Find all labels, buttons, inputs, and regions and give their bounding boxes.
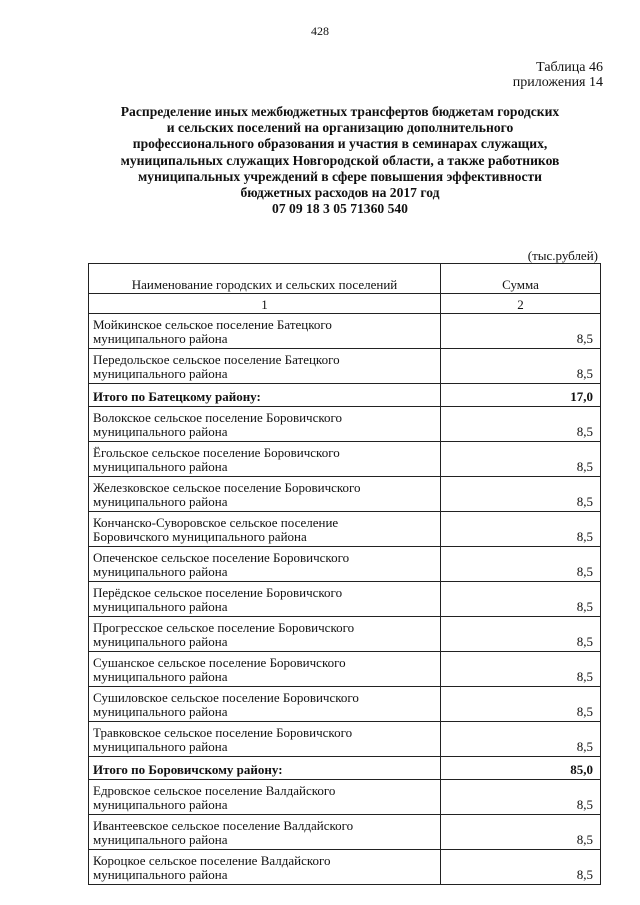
- table-reference: [513, 60, 603, 90]
- row-sum: 8,5: [441, 477, 601, 512]
- district-total-label: Итого по Боровичскому району:: [89, 757, 441, 780]
- table-header-row: [89, 264, 601, 294]
- row-sum: 17,0: [441, 384, 601, 407]
- row-sum: 8,5: [441, 349, 601, 384]
- column-number-row: [89, 294, 601, 314]
- settlement-name-line1: Ивантеевское сельское поселение Валдайского: [93, 818, 354, 833]
- settlement-name-line1: Передольское сельское поселение Батецкого: [93, 352, 340, 367]
- settlement-name-line1: Мойкинское сельское поселение Батецкого: [93, 317, 332, 332]
- row-sum: 8,5: [441, 850, 601, 885]
- settlement-name-line2: Боровичского муниципального района: [93, 529, 307, 544]
- document-title: [80, 104, 600, 217]
- title-line: профессионального образования и участия в семинарах служащих,: [132, 136, 548, 152]
- settlement-name-line2: муниципального района: [93, 739, 228, 754]
- settlement-row: [89, 512, 601, 547]
- row-sum: 8,5: [441, 582, 601, 617]
- row-sum: 8,5: [441, 815, 601, 850]
- settlement-name-line2: муниципального района: [93, 704, 228, 719]
- table-ref-line2: приложения 14: [512, 75, 603, 90]
- settlement-name-line1: Прогресское сельское поселение Боровичского: [93, 620, 355, 635]
- units-label: (тыс.рублей): [527, 248, 598, 263]
- title-line: Распределение иных межбюджетных трансфертов бюджетам городских: [120, 104, 560, 119]
- settlement-name-line2: муниципального района: [93, 564, 228, 579]
- settlement-name: [89, 815, 441, 850]
- settlement-name: [89, 349, 441, 384]
- settlement-name: [89, 407, 441, 442]
- settlement-name-line2: муниципального района: [93, 331, 228, 346]
- table-ref-line1: Таблица 46: [536, 60, 603, 75]
- column-number: 1: [89, 294, 441, 314]
- settlement-row: [89, 850, 601, 885]
- settlement-name: [89, 477, 441, 512]
- settlement-name: [89, 687, 441, 722]
- settlement-row: [89, 407, 601, 442]
- row-sum: 8,5: [441, 407, 601, 442]
- settlement-name-line1: Короцкое сельское поселение Валдайского: [93, 853, 331, 868]
- settlement-name-line2: муниципального района: [93, 494, 228, 509]
- settlement-name: [89, 582, 441, 617]
- settlement-name: [89, 512, 441, 547]
- row-sum: 8,5: [441, 617, 601, 652]
- settlement-name-line1: Сушанское сельское поселение Боровичского: [93, 655, 346, 670]
- settlement-name-line2: муниципального района: [93, 366, 228, 381]
- settlement-row: [89, 547, 601, 582]
- row-sum: 8,5: [441, 652, 601, 687]
- title-line: бюджетных расходов на 2017 год: [240, 185, 440, 201]
- settlement-row: [89, 722, 601, 757]
- row-sum: 8,5: [441, 780, 601, 815]
- settlement-row: [89, 617, 601, 652]
- row-sum: 8,5: [441, 442, 601, 477]
- header-sum: Сумма: [441, 264, 601, 294]
- settlement-name-line1: Сушиловское сельское поселение Боровичского: [93, 690, 359, 705]
- settlement-name-line1: Перёдское сельское поселение Боровичского: [93, 585, 343, 600]
- settlement-name: [89, 850, 441, 885]
- district-total-row: [89, 757, 601, 780]
- settlement-name: [89, 617, 441, 652]
- settlement-row: [89, 442, 601, 477]
- settlement-name-line1: Едровское сельское поселение Валдайского: [93, 783, 336, 798]
- row-sum: 8,5: [441, 547, 601, 582]
- settlement-row: [89, 582, 601, 617]
- settlement-name-line1: Опеченское сельское поселение Боровичского: [93, 550, 350, 565]
- transfers-table: [88, 263, 601, 885]
- settlement-name-line1: Железковское сельское поселение Боровичского: [93, 480, 361, 495]
- settlement-name: [89, 442, 441, 477]
- title-line: муниципальных учреждений в сфере повышения эффективности: [137, 168, 542, 184]
- settlement-name: [89, 722, 441, 757]
- settlement-row: [89, 477, 601, 512]
- settlement-name: [89, 652, 441, 687]
- settlement-name: [89, 547, 441, 582]
- settlement-name-line1: Волокское сельское поселение Боровичского: [93, 410, 343, 425]
- settlement-row: [89, 687, 601, 722]
- settlement-name-line2: муниципального района: [93, 797, 228, 812]
- row-sum: 8,5: [441, 314, 601, 349]
- settlement-name-line2: муниципального района: [93, 634, 228, 649]
- settlement-name-line1: Кончанско-Суворовское сельское поселение: [93, 515, 339, 530]
- row-sum: 8,5: [441, 512, 601, 547]
- settlement-name-line2: муниципального района: [93, 424, 228, 439]
- title-line: и сельских поселений на организацию дополнительного: [166, 120, 514, 136]
- settlement-name-line1: Ёгольское сельское поселение Боровичского: [93, 445, 340, 460]
- district-total-row: [89, 384, 601, 407]
- settlement-row: [89, 780, 601, 815]
- header-name: Наименование городских и сельских поселений: [89, 264, 441, 294]
- settlement-name-line2: муниципального района: [93, 669, 228, 684]
- district-total-label: Итого по Батецкому району:: [89, 384, 441, 407]
- settlement-name-line2: муниципального района: [93, 832, 228, 847]
- row-sum: 85,0: [441, 757, 601, 780]
- title-line: муниципальных служащих Новгородской области, а также работников: [120, 152, 560, 168]
- column-number: 2: [441, 294, 601, 314]
- row-sum: 8,5: [441, 687, 601, 722]
- settlement-name-line2: муниципального района: [93, 867, 228, 882]
- settlement-row: [89, 815, 601, 850]
- budget-code: 07 09 18 3 05 71360 540: [272, 201, 408, 217]
- settlement-name: [89, 314, 441, 349]
- settlement-name: [89, 780, 441, 815]
- settlement-row: [89, 349, 601, 384]
- row-sum: 8,5: [441, 722, 601, 757]
- settlement-row: [89, 314, 601, 349]
- settlement-name-line1: Травковское сельское поселение Боровичского: [93, 725, 353, 740]
- settlement-name-line2: муниципального района: [93, 459, 228, 474]
- settlement-name-line2: муниципального района: [93, 599, 228, 614]
- page-number: 428: [311, 24, 329, 38]
- settlement-row: [89, 652, 601, 687]
